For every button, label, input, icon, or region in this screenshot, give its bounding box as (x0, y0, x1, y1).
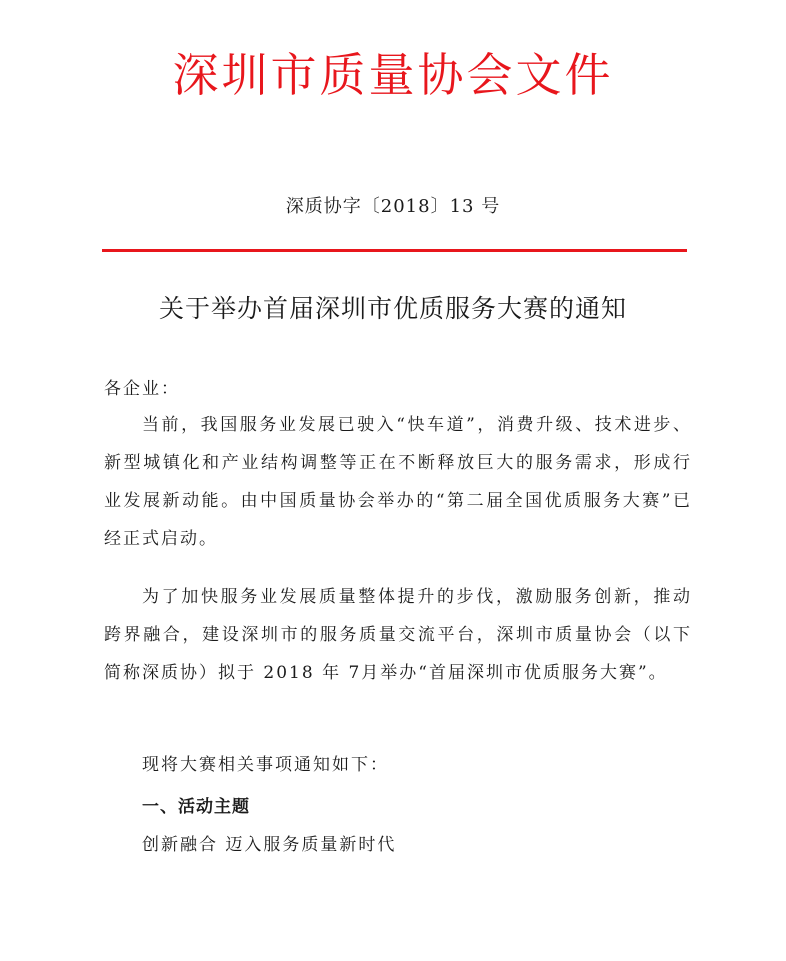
document-number: 深质协字〔2018〕13 号 (285, 196, 501, 217)
paragraph-purpose: 为了加快服务业发展质量整体提升的步伐，激励服务创新，推动跨界融合，建设深圳市的服务质量交流平台，深圳市质量协会（以下简称深质协）拟于 2018 年 7月举办“首届深圳市优质服务大赛”。 (104, 587, 692, 683)
red-divider-line (102, 249, 687, 252)
org-letterhead-title: 深圳市质量协会文件 (172, 48, 614, 102)
paragraph-background: 当前，我国服务业发展已驶入“快车道”，消费升级、技术进步、新型城镇化和产业结构调整等正在不断释放巨大的服务需求，形成行业发展新动能。由中国质量协会举办的“第二届全国优质服务大赛”已经正式启动。 (104, 415, 692, 549)
paragraph-intro: 现将大赛相关事项通知如下： (142, 755, 389, 775)
section-heading-theme: 一、活动主题 (142, 797, 250, 817)
salutation: 各企业： (104, 379, 180, 399)
notice-title: 关于举办首届深圳市优质服务大赛的通知 (158, 294, 627, 323)
section-content-theme: 创新融合 迈入服务质量新时代 (142, 835, 397, 855)
